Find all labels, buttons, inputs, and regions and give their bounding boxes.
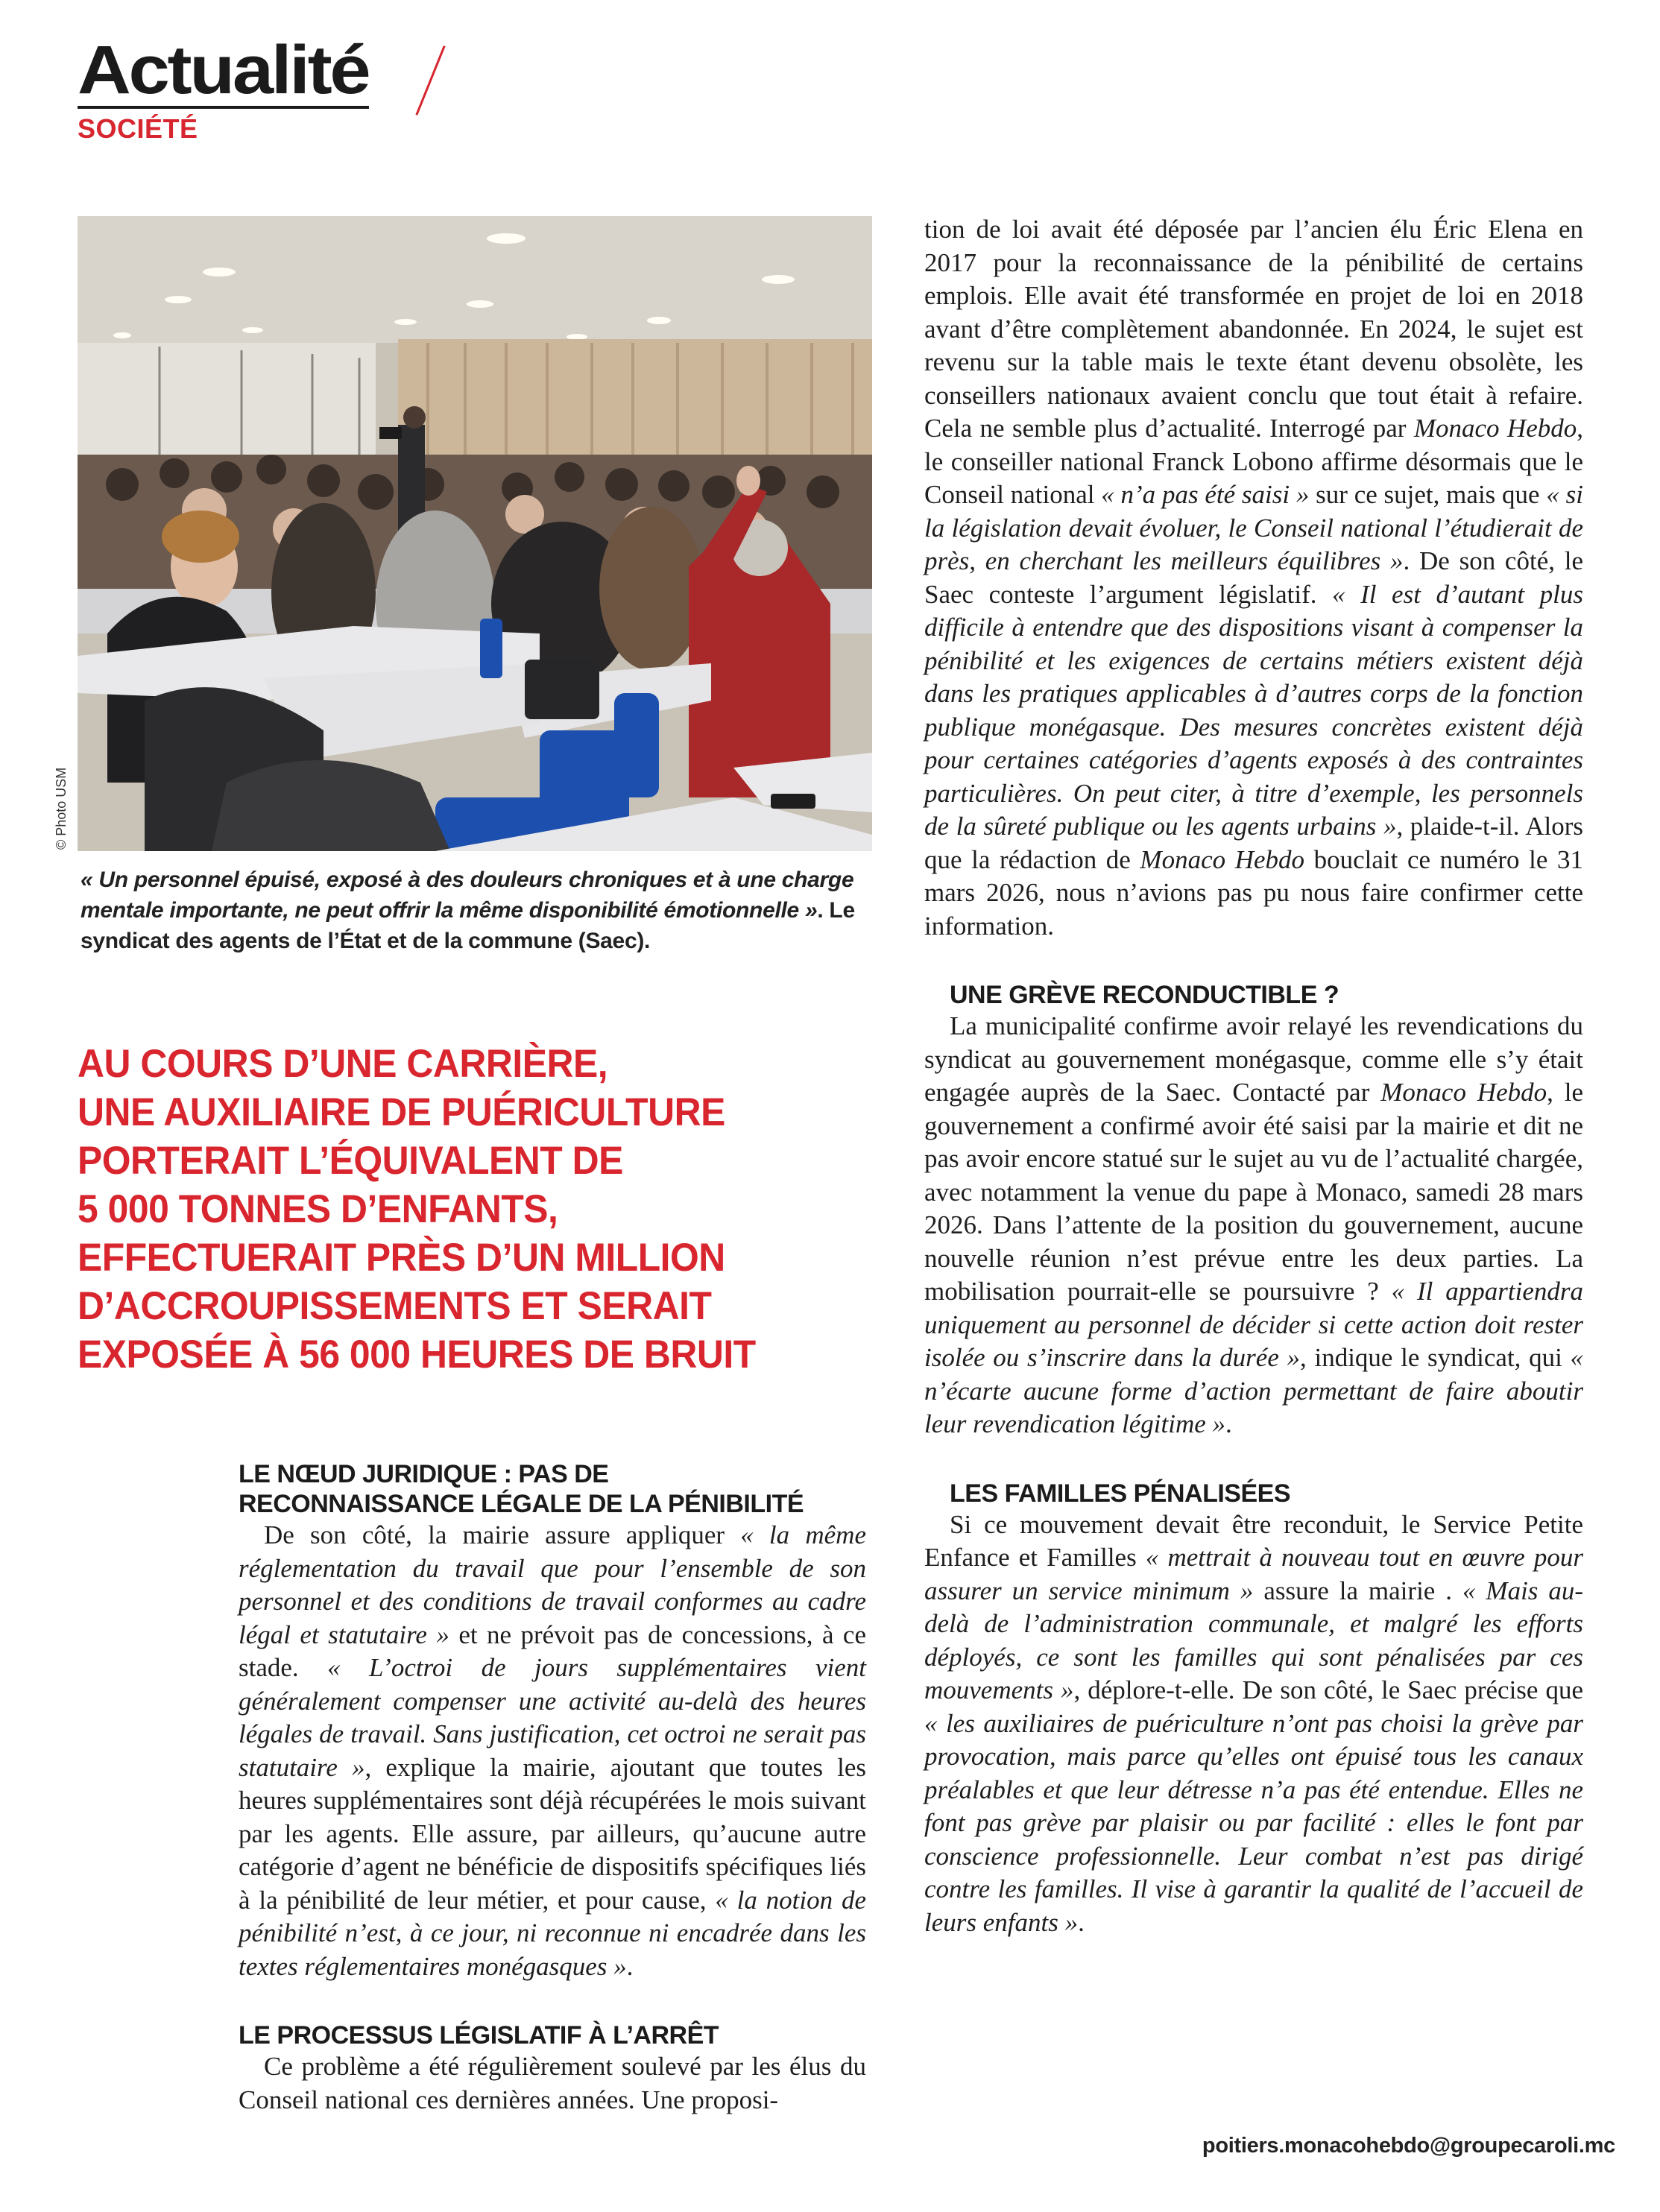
pull-quote-line: UNE AUXILIAIRE DE PUÉRICULTURE — [78, 1090, 725, 1134]
paragraph-processus-start: Ce problème a été régulièrement soulevé par les élus du Conseil national ces dernières années. Une proposi- — [239, 2052, 866, 2114]
text: , explique la mairie, ajoutant que toutes les heures supplémentaires sont déjà récupérées le mois suivant par les agents. Elle assure, par ailleurs, qu’aucune autre catégorie d’agent ne bénéficie de dispositifs spécifiques liés à la pénibilité de leur métier, et pour cause, — [239, 1752, 867, 1915]
text: , plaide-t-il. Alors que la rédaction de — [924, 812, 1583, 874]
author-email-link[interactable]: poitiers.monacohebdo@groupecaroli.mc — [1202, 2134, 1615, 2158]
article-column-left — [239, 1459, 866, 2117]
text: , le gouvernement a confirmé avoir été saisi par la mairie et dit ne pas avoir encore statué sur le sujet au vu de l’actualité chargée, avec notamment la venue du pape à Monaco, samedi 28 mars 2026. Dans l’attente de la position du gouvernement, aucune nouvelle réunion n’est prévue entre les deux parties. La mobilisation pourrait-elle se poursuivre ? — [924, 1078, 1583, 1306]
publication-name: Monaco Hebdo — [1140, 844, 1305, 874]
paragraph-greve — [924, 1010, 1583, 1441]
publication-name: Monaco Hebdo — [1380, 1078, 1547, 1107]
caption-attribution: . Le syndicat des agents de l’État et de la commune (Saec). — [81, 898, 855, 953]
paragraph-noeud — [239, 1519, 866, 1983]
quote: « n’écarte aucune forme d’action permettant de faire aboutir leur revendication légitime » — [924, 1343, 1583, 1438]
text: sur ce sujet, mais que — [1309, 480, 1547, 509]
pull-quote-line: D’ACCROUPISSEMENTS ET SERAIT — [78, 1284, 712, 1328]
text: , déplore-t-elle. De son côté, le Saec précise que — [1073, 1675, 1583, 1704]
text: La municipalité confirme avoir relayé les revendications du syndicat au gouvernement monégasque, comme elle s’y était engagée auprès de la Saec. Contacté par — [924, 1011, 1583, 1107]
pull-quote-line: EFFECTUERAIT PRÈS D’UN MILLION — [78, 1236, 725, 1280]
pull-quote-line: AU COURS D’UNE CARRIÈRE, — [78, 1042, 608, 1086]
quote: « la notion de pénibilité n’est, à ce jour, ni reconnue ni encadrée dans les textes réglementaires monégasques » — [239, 1885, 866, 1981]
section-heading-familles: LES FAMILLES PÉNALISÉES — [950, 1479, 1291, 1508]
text: bouclait ce numéro le 31 mars 2026, nous n’avions pas pu nous faire confirmer cette information. — [924, 844, 1583, 941]
section-heading-greve: UNE GRÈVE RECONDUCTIBLE ? — [950, 981, 1339, 1009]
text: et ne prévoit pas de concessions, à ce stade. — [239, 1619, 866, 1682]
rubric-slash-divider — [415, 45, 445, 116]
text: . — [626, 1951, 634, 1981]
quote: « la même réglementation du travail que pour l’ensemble de son personnel et des conditions de travail conformes au cadre légal et statutaire » — [239, 1520, 866, 1649]
article-photo — [78, 216, 872, 851]
pull-quote-line: EXPOSÉE À 56 000 HEURES DE BRUIT — [78, 1333, 756, 1377]
quote: « Mais au-delà de l’administration communale, et malgré les efforts déployés, ce sont les familles qui sont pénalisées par ces mouvements » — [924, 1576, 1584, 1704]
text: . De son côté, le Saec conteste l’argument législatif. — [924, 546, 1583, 609]
text: . — [1225, 1409, 1232, 1438]
caption-quote: « Un personnel épuisé, exposé à des douleurs chroniques et à une charge mentale importante, ne peut offrir la même disponibilité émotionnelle » — [81, 868, 854, 923]
quote: « si la législation devait évoluer, le Conseil national l’étudierait de près, en cherchant les meilleurs équilibres » — [924, 480, 1583, 575]
publication-name: Monaco Hebdo — [1413, 414, 1577, 443]
paragraph-processus-cont — [924, 213, 1583, 943]
text: De son côté, la mairie assure appliquer — [264, 1520, 741, 1549]
meeting-room-illustration — [78, 216, 872, 851]
heading-line: LE NŒUD JURIDIQUE : PAS DE — [239, 1460, 609, 1488]
quote: « mettrait à nouveau tout en œuvre pour assurer un service minimum » — [924, 1543, 1583, 1605]
text: , le conseiller national Franck Lobono affirme désormais que le Conseil national — [924, 414, 1583, 509]
text: . — [1078, 1907, 1085, 1937]
photo-credit: © Photo USM — [54, 767, 69, 850]
text: tion de loi avait été déposée par l’ancien élu Éric Elena en 2017 pour la reconnaissance de la pénibilité de certains emplois. Elle avait été transformée en projet de loi en 2018 avant d’être complètement abandonnée. En 2024, le sujet est revenu sur la table mais le texte étant devenu obsolète, les conseillers nationaux avaient conclu que tout était à refaire. Cela ne semble plus d’actualité. Interrogé par — [924, 215, 1583, 443]
article-column-right — [924, 213, 1583, 1939]
quote: « Il est d’autant plus difficile à entendre que des dispositions visant à compenser la pénibilité et les exigences de certains métiers existent déjà dans les pratiques applicables à d’autres corps de la fonction publique monégasque. Des mesures concrètes existent déjà pour certaines catégories d’agents exposés à des contraintes particulières. On peut citer, à titre d’exemple, les personnels de la sûreté publique ou les agents urbains » — [924, 579, 1583, 841]
quote: « Il appartiendra uniquement au personnel de décider si cette action doit rester isolée ou s’inscrire dans la durée » — [924, 1277, 1583, 1372]
quote: « L’octroi de jours supplémentaires vient généralement compenser une activité au-delà des heures légales de travail. Sans justification, cet octroi ne serait pas statutaire » — [239, 1653, 866, 1782]
quote: « n’a pas été saisi » — [1101, 480, 1310, 509]
quote: « les auxiliaires de puériculture n’ont pas choisi la grève par provocation, mais parce qu’elles ont épuisé tous les canaux préalables et que leur détresse n’a pas été entendue. Elles ne font pas grève par plaisir ou par facilité : elles le font par conscience professionnelle. Leur combat n’est pas dirigé contre les familles. Il vise à garantir la qualité de l’accueil de leurs enfants » — [924, 1708, 1583, 1937]
pull-quote — [78, 1040, 897, 1379]
pull-quote-line: 5 000 TONNES D’ENFANTS, — [78, 1187, 558, 1231]
section-heading-noeud — [239, 1459, 866, 1519]
section-heading-processus: LE PROCESSUS LÉGISLATIF À L’ARRÊT — [239, 2021, 719, 2050]
photo-caption — [81, 865, 878, 956]
paragraph-familles — [924, 1508, 1583, 1940]
pull-quote-line: PORTERAIT L’ÉQUIVALENT DE — [78, 1139, 623, 1183]
rubric-title: Actualité — [78, 32, 369, 108]
heading-line: RECONNAISSANCE LÉGALE DE LA PÉNIBILITÉ — [239, 1490, 804, 1518]
rubric-header — [78, 32, 369, 145]
section-label: SOCIÉTÉ — [78, 113, 198, 144]
text: , indique le syndicat, qui — [1300, 1343, 1571, 1372]
text: assure la mairie . — [1253, 1576, 1462, 1605]
text: Si ce mouvement devait être reconduit, le Service Petite Enfance et Familles — [924, 1509, 1583, 1572]
